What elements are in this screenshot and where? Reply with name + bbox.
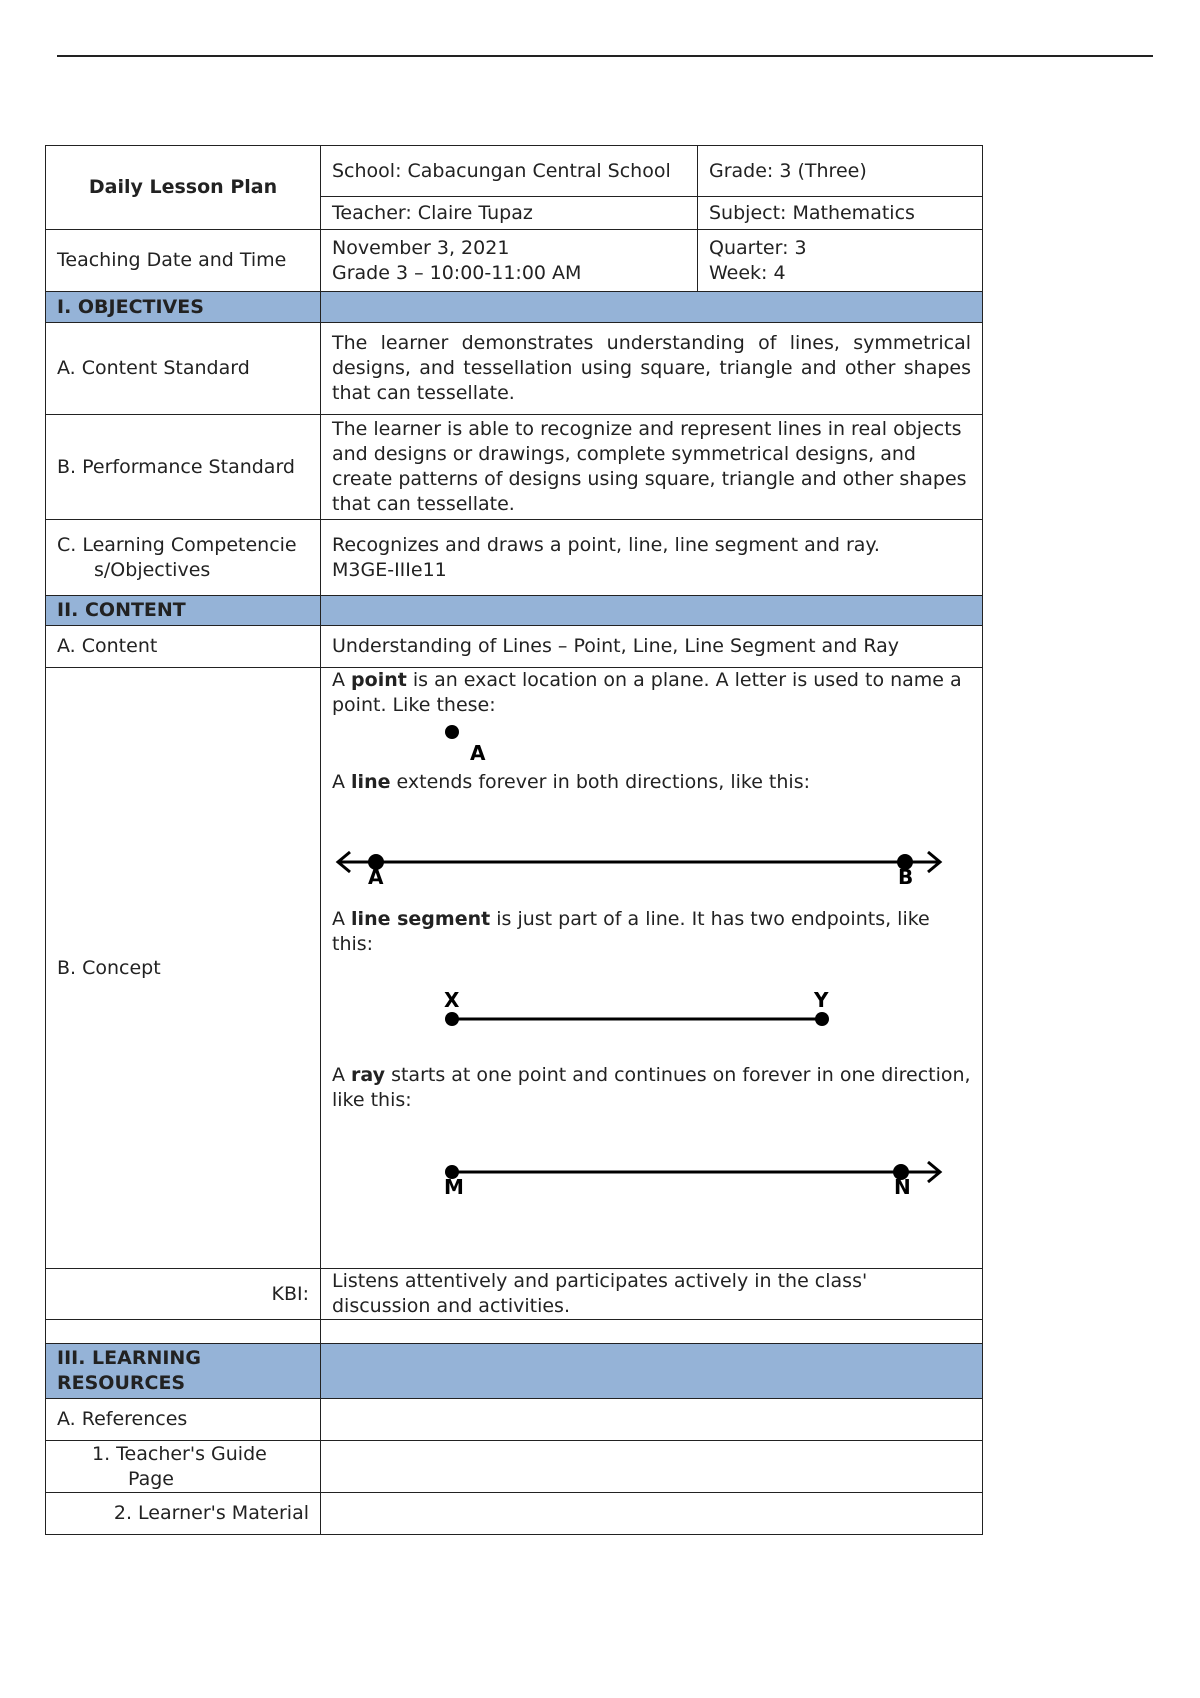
objectives-heading: I. OBJECTIVES xyxy=(46,292,321,323)
line-label-a: A xyxy=(368,865,384,889)
learners-material-label: 2. Learner's Material xyxy=(46,1493,321,1535)
page-header-rule xyxy=(57,55,1153,57)
learners-material-value xyxy=(321,1493,983,1535)
resources-heading: III. LEARNING RESOURCES xyxy=(46,1344,321,1399)
competencies-code: M3GE-IIIe11 xyxy=(332,558,447,581)
objectives-heading-fill xyxy=(321,292,983,323)
competencies-label: C. Learning Competencies/Objectives xyxy=(46,520,321,596)
school-cell: School: Cabacungan Central School xyxy=(321,146,698,197)
concept-cell xyxy=(321,668,983,1269)
resources-heading-fill xyxy=(321,1344,983,1399)
line-diagram xyxy=(332,795,972,895)
teaching-date-cell xyxy=(321,230,698,292)
teacher-cell: Teacher: Claire Tupaz xyxy=(321,197,698,230)
empty-cell-wide xyxy=(321,1320,983,1344)
teaching-date: November 3, 2021 xyxy=(332,236,510,259)
grade-cell: Grade: 3 (Three) xyxy=(698,146,983,197)
week: Week: 4 xyxy=(709,261,786,284)
teaching-date-label: Teaching Date and Time xyxy=(46,230,321,292)
empty-cell xyxy=(46,1320,321,1344)
segment-diagram xyxy=(332,957,972,1063)
kbi-value: Listens attentively and participates actively in the class' discussion and activities. xyxy=(321,1269,983,1320)
line-term: line xyxy=(351,771,391,793)
subject-cell: Subject: Mathematics xyxy=(698,197,983,230)
performance-standard-label: B. Performance Standard xyxy=(46,415,321,520)
teachers-guide-value xyxy=(321,1441,983,1493)
segment-label-x: X xyxy=(444,988,460,1012)
point-term: point xyxy=(351,669,407,691)
teaching-time: Grade 3 – 10:00-11:00 AM xyxy=(332,261,582,284)
kbi-label: KBI: xyxy=(46,1269,321,1320)
content-standard-text: The learner demonstrates understanding of lines, symmetrical designs, and tessellation using square, triangle and other shapes that can tessellate. xyxy=(321,323,983,415)
point-a-dot xyxy=(445,725,459,739)
ray-label-m: M xyxy=(444,1175,464,1197)
line-definition: A line extends forever in both directions, like this: xyxy=(332,771,811,793)
references-value xyxy=(321,1399,983,1441)
teachers-guide-label: 1. Teacher's Guide Page xyxy=(46,1441,321,1493)
competencies-cell xyxy=(321,520,983,596)
content-standard-label: A. Content Standard xyxy=(46,323,321,415)
concept-label: B. Concept xyxy=(46,668,321,1269)
content-label: A. Content xyxy=(46,626,321,668)
daily-lesson-plan-table xyxy=(45,145,983,1535)
references-label: A. References xyxy=(46,1399,321,1441)
segment-point-x xyxy=(445,1012,459,1026)
ray-term: ray xyxy=(351,1064,386,1086)
segment-definition: A line segment is just part of a line. It has two endpoints, like this: xyxy=(332,908,930,955)
ray-diagram xyxy=(332,1113,972,1197)
segment-label-y: Y xyxy=(814,988,829,1012)
performance-standard-text: The learner is able to recognize and represent lines in real objects and designs or drawings, complete symmetrical designs, and create patterns of designs using square, triangle and other shapes that can tessellate. xyxy=(321,415,983,520)
quarter: Quarter: 3 xyxy=(709,236,807,259)
segment-term: line segment xyxy=(351,908,491,930)
point-diagram xyxy=(332,718,972,770)
point-definition: A point is an exact location on a plane. A letter is used to name a point. Like these: xyxy=(332,669,962,716)
content-heading: II. CONTENT xyxy=(46,596,321,626)
quarter-week-cell xyxy=(698,230,983,292)
content-heading-fill xyxy=(321,596,983,626)
ray-label-n: N xyxy=(894,1175,911,1197)
content-value: Understanding of Lines – Point, Line, Line Segment and Ray xyxy=(321,626,983,668)
segment-point-y xyxy=(815,1012,829,1026)
ray-definition: A ray starts at one point and continues on forever in one direction, like this: xyxy=(332,1064,971,1111)
point-a-label: A xyxy=(470,741,486,765)
competencies-text: Recognizes and draws a point, line, line segment and ray. xyxy=(332,533,880,556)
plan-title: Daily Lesson Plan xyxy=(46,146,321,230)
line-label-b: B xyxy=(898,865,914,889)
